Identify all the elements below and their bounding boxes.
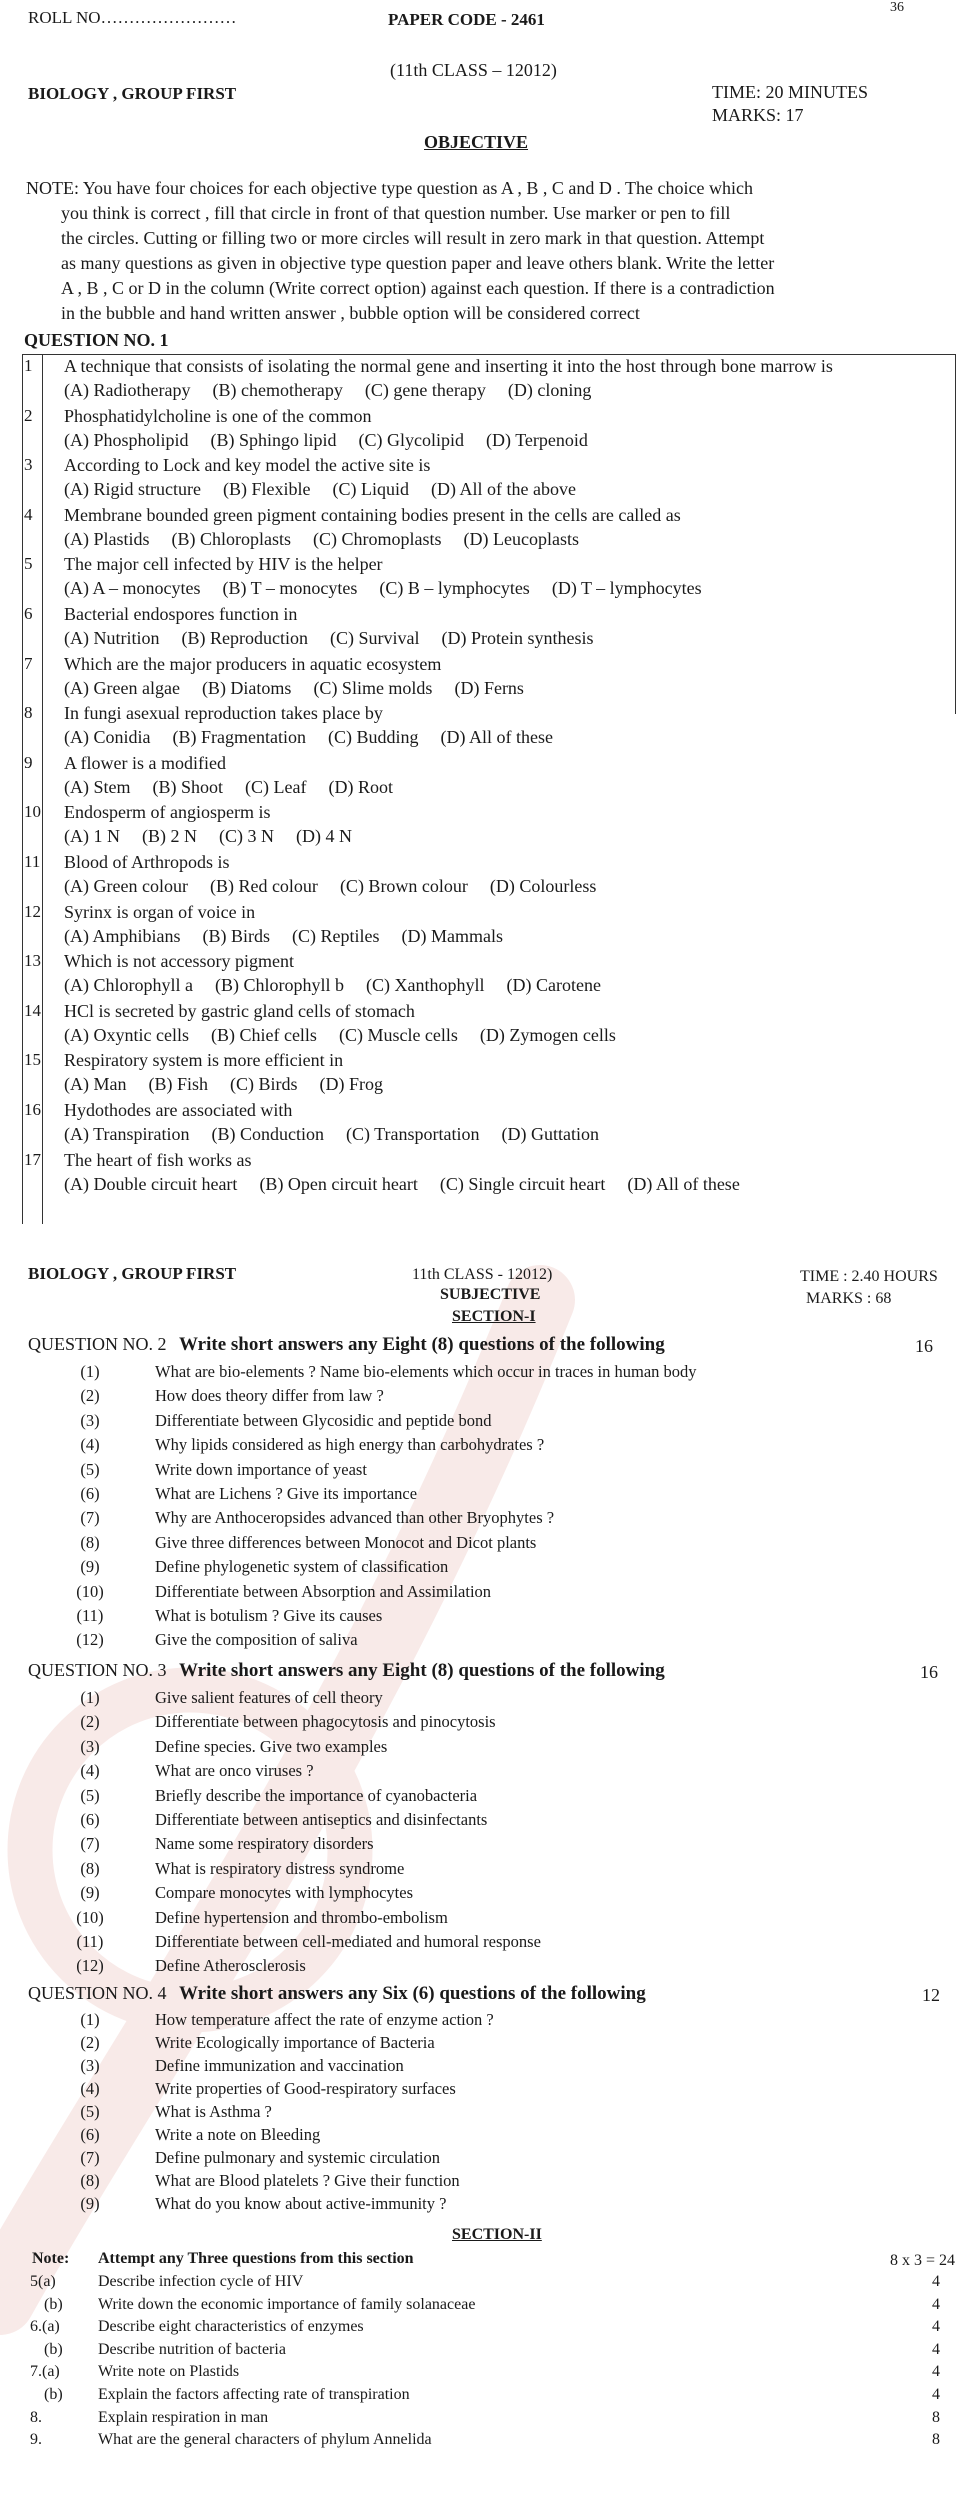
mcq-option: (D) 4 N <box>296 826 352 847</box>
mcq-stem: Membrane bounded green pigment containing bodies present in the cells are called as <box>64 504 681 525</box>
paper-code: PAPER CODE - 2461 <box>388 10 545 29</box>
mcq-number: 10 <box>24 802 41 822</box>
question-2-heading <box>28 1334 665 1356</box>
short-question-number: (5) <box>80 2102 100 2121</box>
long-question-text: Explain respiration in man <box>98 2408 269 2426</box>
mcq-number: 12 <box>24 901 41 921</box>
short-question-number: (3) <box>80 1410 100 1430</box>
question-2-marks: 16 <box>915 1336 933 1356</box>
short-question-number: (1) <box>80 1362 100 1381</box>
mcq-stem: HCl is secreted by gastric gland cells of stomach <box>64 1000 415 1021</box>
note-line: NOTE: You have four choices for each objective type question as A , B , C and D . The choice which <box>26 178 753 198</box>
long-question-number: (b) <box>44 2295 63 2313</box>
question-4-marks: 12 <box>922 1985 940 2005</box>
mcq-option: (C) Chromoplasts <box>313 528 442 549</box>
short-question-number: (9) <box>80 1883 100 1903</box>
class-line: (11th CLASS – 12012) <box>390 60 557 80</box>
section-2-note-label: Note: <box>32 2250 70 2267</box>
mcq-item <box>22 505 955 555</box>
subjective-title: SUBJECTIVE <box>440 1286 541 1303</box>
mcq-options <box>64 1174 762 1195</box>
mcq-item <box>22 554 955 604</box>
mcq-options <box>64 578 724 599</box>
mcq-option: (B) Sphingo lipid <box>210 429 337 450</box>
short-question-number: (9) <box>80 1557 100 1577</box>
total-marks: MARKS: 17 <box>712 105 804 125</box>
long-question-marks: 4 <box>932 2273 940 2290</box>
mcq-option: (D) All of these <box>627 1173 740 1194</box>
subjective-time: TIME : 2.40 HOURS <box>800 1268 938 1285</box>
mcq-number: 17 <box>24 1149 41 1169</box>
long-question-marks: 8 <box>932 2431 940 2449</box>
mcq-options <box>64 1074 405 1095</box>
short-question-number: (2) <box>80 1712 100 1732</box>
short-question-text: Write down importance of yeast <box>155 1459 367 1479</box>
short-question-number: (11) <box>76 1606 104 1625</box>
mcq-option: (B) Fragmentation <box>172 727 306 748</box>
mcq-option: (B) T – monocytes <box>222 578 358 599</box>
mcq-option: (A) Stem <box>64 776 131 797</box>
short-question-number: (7) <box>80 1834 100 1854</box>
short-question-text: What are Lichens ? Give its importance <box>155 1484 418 1503</box>
mcq-options <box>64 876 618 897</box>
mcq-option: (D) Terpenoid <box>486 429 588 450</box>
short-question-text: Give three differences between Monocot and Dicot plants <box>155 1532 537 1552</box>
short-question-number: (4) <box>80 1435 100 1455</box>
mcq-item <box>22 1001 955 1051</box>
question-label: QUESTION NO. 3 <box>28 1660 167 1680</box>
note-line: A , B , C or D in the column (Write correct option) against each question. If there is a contradiction <box>61 278 775 298</box>
mcq-option: (D) Carotene <box>506 975 601 996</box>
short-question-text: Define Atherosclerosis <box>155 1956 306 1976</box>
mcq-option: (A) Man <box>64 1074 127 1095</box>
mcq-option: (D) Mammals <box>401 925 503 946</box>
short-question-text: Define species. Give two examples <box>155 1736 388 1756</box>
long-question-text: Explain the factors affecting rate of transpiration <box>98 2386 410 2403</box>
mcq-options <box>64 479 598 500</box>
subjective-marks: MARKS : 68 <box>806 1290 892 1307</box>
mcq-option: (B) Flexible <box>222 479 311 500</box>
mcq-option: (B) chemotherapy <box>212 380 343 400</box>
short-question-number: (4) <box>80 2079 100 2098</box>
mcq-number: 5 <box>24 554 33 574</box>
mcq-number: 9 <box>24 752 33 772</box>
short-question-text: Differentiate between cell-mediated and humoral response <box>155 1932 541 1951</box>
mcq-options <box>64 430 610 451</box>
short-question-number: (7) <box>80 2148 100 2167</box>
short-question-text: Name some respiratory disorders <box>155 1834 374 1854</box>
short-question-number: (5) <box>80 1785 100 1805</box>
short-question-number: (1) <box>80 1688 100 1707</box>
mcq-stem: A technique that consists of isolating the normal gene and inserting it into the host through bone marrow is <box>64 356 833 376</box>
short-question-number: (10) <box>76 1907 104 1927</box>
short-question-number: (8) <box>80 2171 100 2190</box>
mcq-option: (B) Birds <box>202 925 270 946</box>
mcq-number: 11 <box>24 852 41 871</box>
mcq-option: (C) Reptiles <box>292 925 380 946</box>
mcq-option: (B) Fish <box>148 1074 208 1095</box>
mcq-stem: A flower is a modified <box>64 752 226 773</box>
mcq-number: 8 <box>24 703 33 723</box>
question-3-marks: 16 <box>920 1662 938 1682</box>
short-question-text: Give the composition of saliva <box>155 1630 358 1650</box>
page-number: 36 <box>890 0 904 15</box>
mcq-stem: Which is not accessory pigment <box>64 951 294 972</box>
mcq-option: (B) Diatoms <box>201 677 292 698</box>
mcq-option: (A) Double circuit heart <box>64 1173 238 1194</box>
note-line: in the bubble and hand written answer , bubble option will be considered correct <box>61 303 640 323</box>
mcq-stem: Syrinx is organ of voice in <box>64 901 256 922</box>
section-1-title: SECTION-I <box>452 1308 536 1325</box>
mcq-option: (A) Conidia <box>64 727 151 748</box>
mcq-number: 6 <box>24 604 33 623</box>
mcq-stem: Respiratory system is more efficient in <box>64 1050 344 1071</box>
mcq-item <box>22 654 955 704</box>
mcq-option: (B) Conduction <box>211 1124 324 1144</box>
long-question-text: Describe eight characteristics of enzymes <box>98 2318 364 2336</box>
mcq-option: (B) Open circuit heart <box>259 1173 418 1194</box>
mcq-options <box>64 975 623 996</box>
long-question-text: Describe nutrition of bacteria <box>98 2340 286 2358</box>
short-question-text: Define hypertension and thrombo-embolism <box>155 1907 448 1927</box>
mcq-option: (D) Protein synthesis <box>441 628 594 648</box>
short-question-number: (4) <box>80 1761 100 1781</box>
note-line: as many questions as given in objective type question paper and leave others blank. Write the letter <box>61 253 775 273</box>
short-question-text: Define pulmonary and systemic circulation <box>155 2148 440 2167</box>
mcq-option: (C) Slime molds <box>313 677 433 698</box>
mcq-option: (D) Zymogen cells <box>479 1024 616 1045</box>
long-question-text: Write note on Plastids <box>98 2363 240 2381</box>
long-question-marks: 8 <box>932 2408 940 2426</box>
short-question-number: (6) <box>80 2125 100 2144</box>
mcq-stem: Phosphatidylcholine is one of the common <box>64 405 372 426</box>
mcq-options <box>64 678 546 699</box>
mcq-option: (D) All of these <box>440 727 553 748</box>
mcq-number: 7 <box>24 653 33 673</box>
mcq-number: 4 <box>24 504 33 524</box>
long-question-number: 7.(a) <box>30 2363 60 2381</box>
long-question-number: 5(a) <box>30 2273 56 2290</box>
note-line: you think is correct , fill that circle in front of that question number. Use marker or pen to fill <box>61 203 731 223</box>
mcq-option: (C) Leaf <box>245 776 307 797</box>
short-question-number: (1) <box>80 2010 100 2029</box>
long-question-number: (b) <box>44 2340 63 2358</box>
mcq-number: 1 <box>24 356 33 375</box>
mcq-option: (B) Chlorophyll b <box>214 975 344 996</box>
mcq-stem: Bacterial endospores function in <box>64 604 298 624</box>
question-3-heading <box>28 1660 665 1682</box>
short-question-number: (12) <box>76 1630 104 1650</box>
mcq-item <box>22 455 955 505</box>
mcq-number: 16 <box>24 1100 41 1119</box>
mcq-item <box>22 753 955 803</box>
section-2-title: SECTION-II <box>452 2226 542 2243</box>
short-question-text: Why lipids considered as high energy than carbohydrates ? <box>155 1435 545 1455</box>
section-title-objective: OBJECTIVE <box>424 132 529 152</box>
mcq-option: (C) Single circuit heart <box>439 1173 606 1194</box>
mcq-item <box>22 406 955 456</box>
short-question-text: Briefly describe the importance of cyanobacteria <box>155 1785 478 1805</box>
question-instruction: Write short answers any Six (6) questions of the following <box>179 1983 646 2004</box>
mcq-option: (D) Frog <box>319 1074 383 1095</box>
long-question-number: (b) <box>44 2386 63 2403</box>
short-question-text: Differentiate between antiseptics and disinfectants <box>155 1810 488 1829</box>
mcq-option: (D) T – lymphocytes <box>551 578 702 599</box>
question-instruction: Write short answers any Eight (8) questions of the following <box>179 1334 665 1355</box>
subject-group: BIOLOGY , GROUP FIRST <box>28 84 237 103</box>
mcq-stem: According to Lock and key model the active site is <box>64 455 431 476</box>
short-question-number: (11) <box>76 1932 104 1951</box>
short-question-text: Differentiate between phagocytosis and pinocytosis <box>155 1712 496 1732</box>
mcq-option: (C) Muscle cells <box>338 1024 458 1045</box>
mcq-option: (C) gene therapy <box>364 380 486 400</box>
short-question-text: Why are Anthoceropsides advanced than other Bryophytes ? <box>155 1508 555 1528</box>
note-line: the circles. Cutting or filling two or more circles will result in zero mark in that question. Attempt <box>61 228 765 248</box>
short-question-text: What are onco viruses ? <box>155 1761 314 1781</box>
short-question-text: What is respiratory distress syndrome <box>155 1858 405 1878</box>
mcq-item <box>22 604 955 654</box>
mcq-option: (B) Chloroplasts <box>171 528 291 549</box>
mcq-number: 13 <box>24 951 41 971</box>
mcq-options <box>64 777 415 798</box>
short-question-text: What is Asthma ? <box>155 2102 272 2121</box>
question-label: QUESTION NO. 4 <box>28 1983 167 2003</box>
short-question-text: Give salient features of cell theory <box>155 1688 383 1707</box>
mcq-option: (A) Chlorophyll a <box>64 975 193 996</box>
mcq-option: (D) cloning <box>507 380 592 400</box>
mcq-stem: Endosperm of angiosperm is <box>64 802 271 823</box>
time-allowed: TIME: 20 MINUTES <box>712 82 868 102</box>
mcq-options <box>64 727 575 748</box>
short-question-number: (10) <box>76 1581 104 1601</box>
short-question-number: (5) <box>80 1459 100 1479</box>
mcq-option: (A) Radiotherapy <box>64 380 191 400</box>
mcq-stem: The heart of fish works as <box>64 1149 252 1170</box>
mcq-option: (D) Guttation <box>501 1124 599 1144</box>
mcq-option: (D) Ferns <box>454 677 524 698</box>
mcq-item <box>22 356 955 406</box>
mcq-option: (C) Xanthophyll <box>365 975 485 996</box>
question-label: QUESTION NO. 2 <box>28 1334 167 1354</box>
long-question-number: 9. <box>30 2431 42 2449</box>
mcq-number: 3 <box>24 455 33 475</box>
mcq-option: (B) Reproduction <box>181 628 308 648</box>
mcq-option: (A) Oxyntic cells <box>64 1024 189 1045</box>
long-question-text: Describe infection cycle of HIV <box>98 2273 304 2290</box>
mcq-options <box>64 1124 621 1145</box>
subjective-class-line: 11th CLASS - 12012) <box>412 1266 553 1283</box>
mcq-item <box>22 852 955 902</box>
mcq-options <box>64 926 525 947</box>
short-question-number: (2) <box>80 1386 100 1406</box>
mcq-option: (A) 1 N <box>64 826 120 847</box>
mcq-option: (C) Survival <box>329 628 420 648</box>
mcq-item <box>22 1150 955 1200</box>
mcq-option: (C) B – lymphocytes <box>379 578 530 599</box>
long-question-number: 8. <box>30 2408 42 2426</box>
short-question-text: Compare monocytes with lymphocytes <box>155 1883 413 1903</box>
short-question-text: Differentiate between Glycosidic and peptide bond <box>155 1410 492 1430</box>
short-question-number: (9) <box>80 2194 100 2213</box>
short-question-text: What are Blood platelets ? Give their function <box>155 2171 460 2190</box>
instructions-note <box>26 176 931 326</box>
mcq-stem: Blood of Arthropods is <box>64 852 230 872</box>
long-question-marks: 4 <box>932 2386 940 2403</box>
mcq-item <box>22 802 955 852</box>
mcq-number: 14 <box>24 1000 41 1020</box>
short-question-text: Define immunization and vaccination <box>155 2056 404 2075</box>
mcq-option: (D) Leucoplasts <box>463 528 579 549</box>
subjective-subject: BIOLOGY , GROUP FIRST <box>28 1264 237 1283</box>
long-question-marks: 4 <box>932 2363 940 2381</box>
mcq-options <box>64 380 613 401</box>
section-2-total-marks: 8 x 3 = 24 <box>890 2252 956 2269</box>
short-question-number: (3) <box>80 2056 100 2075</box>
short-question-text: Write properties of Good-respiratory surfaces <box>155 2079 456 2098</box>
short-question-text: Differentiate between Absorption and Assimilation <box>155 1581 492 1601</box>
question-4-heading <box>28 1983 646 2005</box>
mcq-options <box>64 1025 638 1046</box>
mcq-item <box>22 1100 955 1150</box>
mcq-option: (A) Phospholipid <box>64 429 189 450</box>
mcq-option: (B) Chief cells <box>210 1024 317 1045</box>
long-question-text: What are the general characters of phylum Annelida <box>98 2431 432 2449</box>
mcq-number: 15 <box>24 1050 41 1070</box>
short-question-text: Write a note on Bleeding <box>155 2125 321 2144</box>
mcq-option: (A) Green algae <box>64 677 180 698</box>
mcq-option: (C) Brown colour <box>339 876 468 896</box>
roll-number: ROLL NO…………………… <box>28 8 237 27</box>
mcq-option: (A) Rigid structure <box>64 479 201 500</box>
mcq-option: (B) Shoot <box>152 776 224 797</box>
long-question-marks: 4 <box>932 2318 940 2336</box>
short-question-number: (6) <box>80 1484 100 1503</box>
mcq-option: (C) 3 N <box>219 826 274 847</box>
mcq-options <box>64 529 601 550</box>
mcq-option: (A) Amphibians <box>64 925 181 946</box>
short-question-text: How does theory differ from law ? <box>155 1386 384 1406</box>
short-question-text: Write Ecologically importance of Bacteria <box>155 2033 435 2052</box>
mcq-option: (D) Colourless <box>489 876 597 896</box>
short-question-text: What are bio-elements ? Name bio-elements which occur in traces in human body <box>155 1362 697 1381</box>
question-1-heading: QUESTION NO. 1 <box>24 330 169 350</box>
mcq-item <box>22 1050 955 1100</box>
mcq-item <box>22 902 955 952</box>
mcq-number: 2 <box>24 405 33 425</box>
mcq-option: (C) Liquid <box>332 479 409 500</box>
mcq-item <box>22 951 955 1001</box>
short-question-number: (12) <box>76 1956 104 1976</box>
short-question-text: How temperature affect the rate of enzyme action ? <box>155 2010 494 2029</box>
mcq-option: (A) Transpiration <box>64 1124 190 1144</box>
short-question-number: (8) <box>80 1532 100 1552</box>
mcq-option: (B) 2 N <box>142 826 197 847</box>
mcq-options <box>64 628 615 649</box>
long-question-marks: 4 <box>932 2340 940 2358</box>
question-instruction: Write short answers any Eight (8) questions of the following <box>179 1660 665 1681</box>
mcq-stem: Which are the major producers in aquatic ecosystem <box>64 653 442 674</box>
mcq-option: (A) Green colour <box>64 876 188 896</box>
mcq-option: (C) Transportation <box>346 1124 480 1144</box>
section-2-note: Attempt any Three questions from this section <box>98 2250 414 2267</box>
mcq-option: (A) Plastids <box>64 528 150 549</box>
short-question-text: What do you know about active-immunity ? <box>155 2194 447 2213</box>
mcq-stem: In fungi asexual reproduction takes place by <box>64 703 383 724</box>
mcq-option: (B) Red colour <box>209 876 318 896</box>
short-question-number: (3) <box>80 1736 100 1756</box>
mcq-option: (A) A – monocytes <box>64 578 201 599</box>
short-question-text: Define phylogenetic system of classification <box>155 1557 449 1577</box>
long-question-number: 6.(a) <box>30 2318 60 2336</box>
mcq-option: (D) Root <box>328 776 393 797</box>
short-question-number: (2) <box>80 2033 100 2052</box>
mcq-stem: Hydothodes are associated with <box>64 1100 293 1120</box>
mcq-option: (C) Budding <box>327 727 419 748</box>
mcq-stem: The major cell infected by HIV is the helper <box>64 554 383 575</box>
short-question-text: What is botulism ? Give its causes <box>155 1606 383 1625</box>
long-question-marks: 4 <box>932 2295 940 2313</box>
mcq-item <box>22 703 955 753</box>
mcq-option: (C) Birds <box>230 1074 298 1095</box>
mcq-option: (C) Glycolipid <box>358 429 465 450</box>
short-question-number: (7) <box>80 1508 100 1528</box>
mcq-options <box>64 826 374 847</box>
short-question-number: (8) <box>80 1858 100 1878</box>
long-question-text: Write down the economic importance of family solanaceae <box>98 2295 476 2313</box>
mcq-option: (A) Nutrition <box>64 628 160 648</box>
mcq-option: (D) All of the above <box>430 479 576 500</box>
short-question-number: (6) <box>80 1810 100 1829</box>
